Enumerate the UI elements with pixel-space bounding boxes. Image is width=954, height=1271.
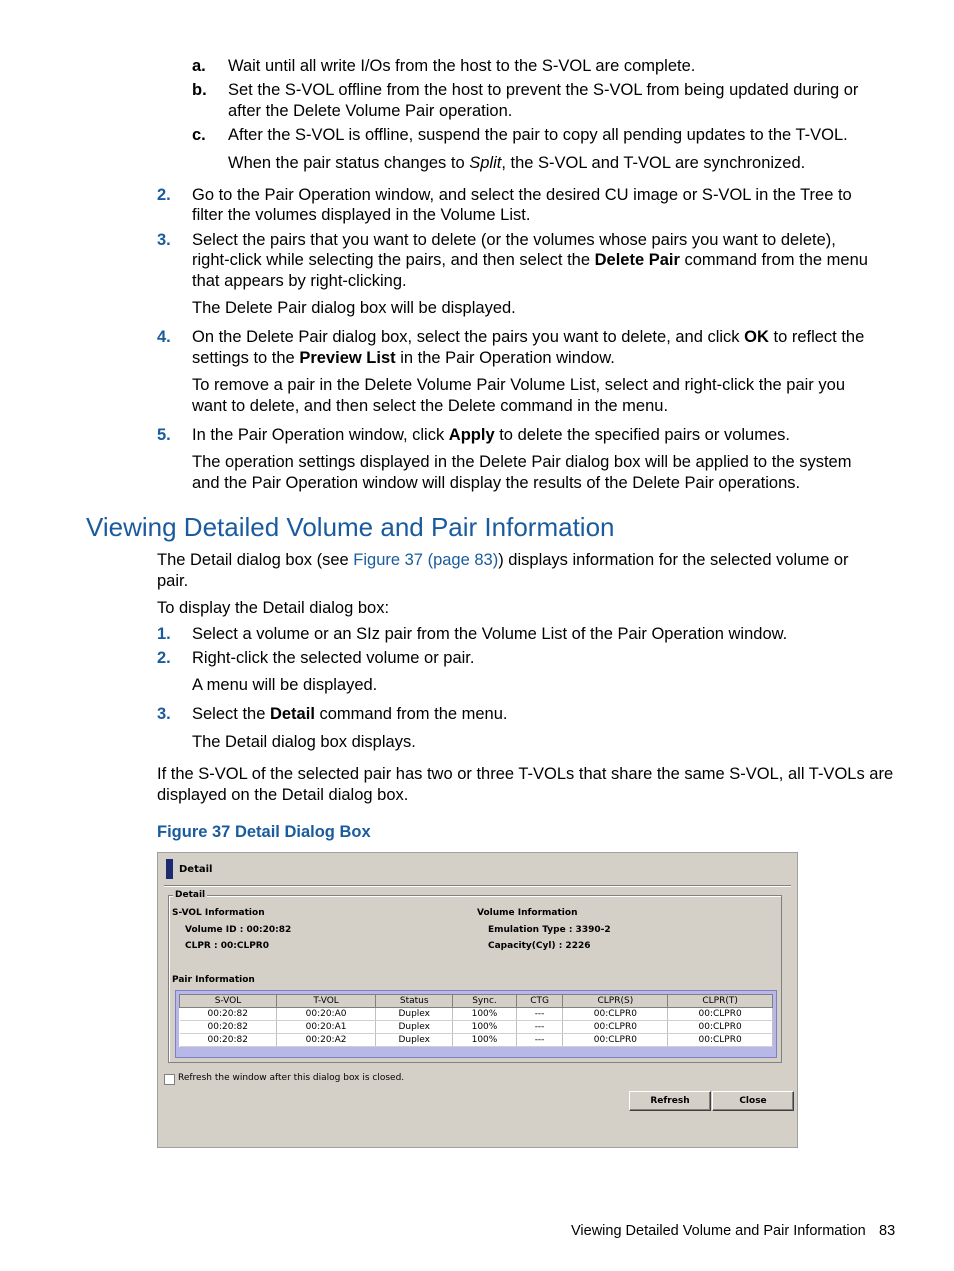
volume-info-header: Volume Information [477, 908, 578, 918]
close-button[interactable]: Close [712, 1091, 794, 1111]
section-intro-2: pair. [157, 572, 189, 590]
dialog-title-text: Detail [179, 863, 213, 875]
pair-info-header: Pair Information [172, 975, 255, 985]
step-3-text3: that appears by right-clicking. [192, 272, 407, 290]
figure-link[interactable]: Figure 37 (page 83) [353, 551, 499, 569]
table-row[interactable] [180, 1034, 773, 1047]
step-2-text: Go to the Pair Operation window, and select the desired CU image or S-VOL in the Tree to [192, 186, 852, 204]
cell-tvol: 00:20:A1 [276, 1021, 375, 1034]
cell-svol: 00:20:82 [180, 1008, 277, 1021]
section-heading: Viewing Detailed Volume and Pair Information [86, 512, 615, 542]
refresh-checkbox[interactable] [164, 1074, 175, 1085]
step-4-text2: settings to the Preview List in the Pair Operation window. [192, 349, 615, 367]
cell-clpr-t: 00:CLPR0 [668, 1034, 773, 1047]
cell-tvol: 00:20:A0 [276, 1008, 375, 1021]
detail-step-3-note: The Detail dialog box displays. [192, 733, 416, 751]
cell-ctg: --- [516, 1034, 563, 1047]
cell-sync: 100% [453, 1021, 516, 1034]
col-tvol[interactable]: T-VOL [276, 995, 375, 1008]
substep-b-label: b. [192, 81, 207, 99]
cell-ctg: --- [516, 1008, 563, 1021]
substep-b-text: Set the S-VOL offline from the host to prevent the S-VOL from being updated during or [228, 81, 859, 99]
cell-tvol: 00:20:A2 [276, 1034, 375, 1047]
pair-table [179, 994, 773, 1047]
detail-step-2-num: 2. [157, 649, 171, 667]
col-status[interactable]: Status [376, 995, 453, 1008]
substep-c-text: After the S-VOL is offline, suspend the pair to copy all pending updates to the T-VOL. [228, 126, 848, 144]
pair-table-frame [175, 990, 777, 1058]
step-4-note2: want to delete, and then select the Delete command in the menu. [192, 397, 669, 415]
cell-clpr-t: 00:CLPR0 [668, 1021, 773, 1034]
col-clpr-t[interactable]: CLPR(T) [668, 995, 773, 1008]
col-ctg[interactable]: CTG [516, 995, 563, 1008]
col-clpr-s[interactable]: CLPR(S) [563, 995, 668, 1008]
refresh-checkbox-label: Refresh the window after this dialog box is closed. [178, 1073, 405, 1083]
cell-clpr-s: 00:CLPR0 [563, 1034, 668, 1047]
dialog-title [166, 858, 212, 880]
step-3-num: 3. [157, 231, 171, 249]
detail-dialog [157, 852, 798, 1148]
table-row[interactable] [180, 1008, 773, 1021]
cell-svol: 00:20:82 [180, 1034, 277, 1047]
emulation-type: Emulation Type : 3390-2 [488, 925, 611, 935]
detail-step-2-note: A menu will be displayed. [192, 676, 378, 694]
cell-ctg: --- [516, 1021, 563, 1034]
col-svol[interactable]: S-VOL [180, 995, 277, 1008]
clpr-value: CLPR : 00:CLPR0 [185, 941, 269, 951]
step-5-text: In the Pair Operation window, click Apply to delete the specified pairs or volumes. [192, 426, 790, 444]
detail-group [168, 890, 782, 1063]
detail-step-1-text: Select a volume or an SIz pair from the Volume List of the Pair Operation window. [192, 625, 788, 643]
substep-c-label: c. [192, 126, 206, 144]
step-4-text: On the Delete Pair dialog box, select the pairs you want to delete, and click OK to reflect the [192, 328, 865, 346]
step-3-note: The Delete Pair dialog box will be displayed. [192, 299, 516, 317]
step-5-num: 5. [157, 426, 171, 444]
footer-title: Viewing Detailed Volume and Pair Information [571, 1223, 866, 1239]
detail-step-1-num: 1. [157, 625, 171, 643]
capacity: Capacity(Cyl) : 2226 [488, 941, 591, 951]
step-3-text2: right-click while selecting the pairs, and then select the Delete Pair command from the menu [192, 251, 868, 269]
figure-caption: Figure 37 Detail Dialog Box [157, 823, 371, 841]
step-2-num: 2. [157, 186, 171, 204]
step-4-note1: To remove a pair in the Delete Volume Pair Volume List, select and right-click the pair you [192, 376, 845, 394]
step-3-text: Select the pairs that you want to delete (or the volumes whose pairs you want to delete), [192, 231, 836, 249]
svol-info-header: S-VOL Information [172, 908, 265, 918]
table-row[interactable] [180, 1021, 773, 1034]
page-number: 83 [879, 1223, 896, 1239]
cell-status: Duplex [376, 1021, 453, 1034]
volume-id: Volume ID : 00:20:82 [185, 925, 292, 935]
step-5-note1: The operation settings displayed in the Delete Pair dialog box will be applied to the system [192, 453, 852, 471]
para-line-2: displayed on the Detail dialog box. [157, 786, 409, 804]
to-display-text: To display the Detail dialog box: [157, 599, 390, 617]
cell-status: Duplex [376, 1008, 453, 1021]
cell-clpr-s: 00:CLPR0 [563, 1008, 668, 1021]
step-5-note2: and the Pair Operation window will display the results of the Delete Pair operations. [192, 474, 801, 492]
para-line-1: If the S-VOL of the selected pair has two or three T-VOLs that share the same S-VOL, all T-VOLs are [157, 765, 894, 783]
col-sync[interactable]: Sync. [453, 995, 516, 1008]
title-bar-icon [166, 859, 173, 879]
cell-status: Duplex [376, 1034, 453, 1047]
substep-note: When the pair status changes to Split, the S-VOL and T-VOL are synchronized. [228, 154, 806, 172]
cell-clpr-s: 00:CLPR0 [563, 1021, 668, 1034]
cell-sync: 100% [453, 1034, 516, 1047]
refresh-button[interactable]: Refresh [629, 1091, 711, 1111]
title-divider [164, 885, 791, 887]
group-legend: Detail [175, 890, 206, 900]
section-intro: The Detail dialog box (see Figure 37 (page 83)) displays information for the selected volume or [157, 551, 849, 569]
substep-a-text: Wait until all write I/Os from the host to the S-VOL are complete. [228, 57, 696, 75]
step-4-num: 4. [157, 328, 171, 346]
substep-a-label: a. [192, 57, 206, 75]
detail-step-2-text: Right-click the selected volume or pair. [192, 649, 475, 667]
cell-svol: 00:20:82 [180, 1021, 277, 1034]
detail-step-3-num: 3. [157, 705, 171, 723]
step-2-text2: filter the volumes displayed in the Volume List. [192, 206, 531, 224]
detail-step-3-text: Select the Detail command from the menu. [192, 705, 508, 723]
cell-sync: 100% [453, 1008, 516, 1021]
substep-b-text2: after the Delete Volume Pair operation. [228, 102, 513, 120]
cell-clpr-t: 00:CLPR0 [668, 1008, 773, 1021]
